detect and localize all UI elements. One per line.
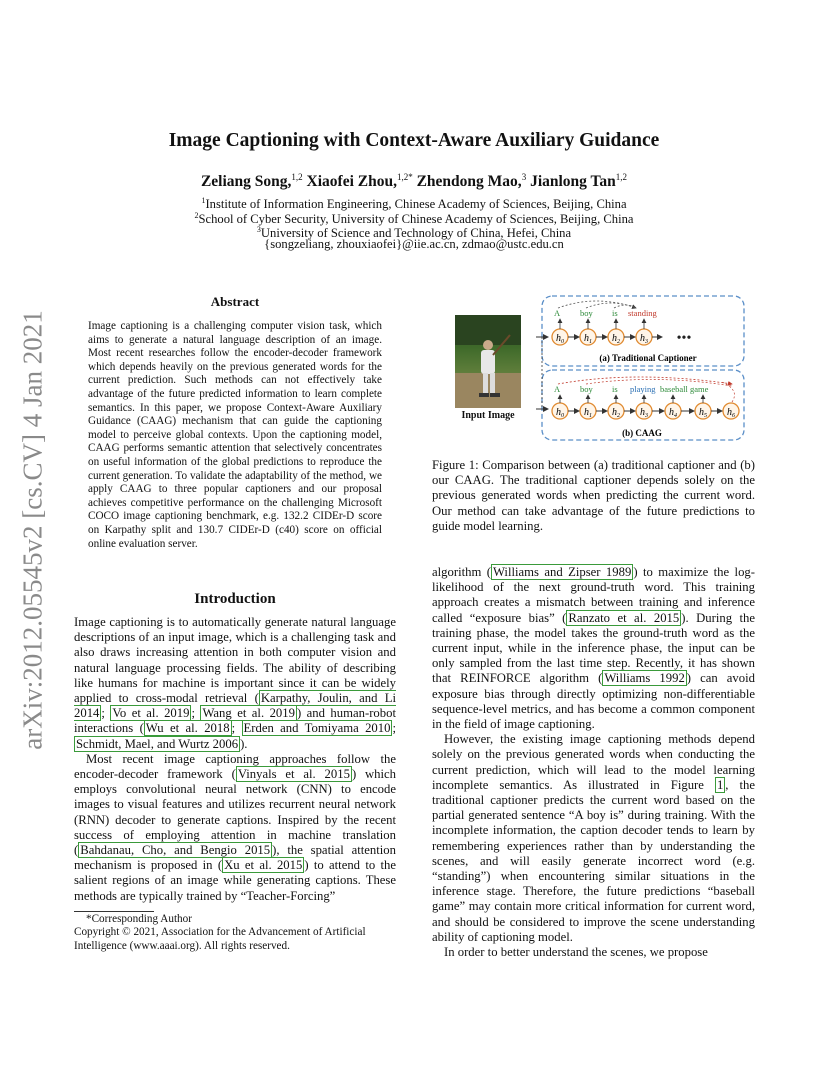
citation-link[interactable]: Williams and Zipser 1989: [492, 565, 632, 579]
caag-label: (b) CAAG: [622, 428, 662, 438]
word: is: [612, 384, 618, 394]
author-name: Zeliang Song,: [200, 173, 292, 191]
svg-text:h0: $h_0$: [556, 333, 564, 345]
right-column-body: [432, 565, 755, 960]
figure-ref-link[interactable]: 1: [716, 777, 724, 792]
word: baseball game: [660, 384, 709, 394]
input-image-label: Input Image: [461, 410, 515, 421]
word: playing: [630, 384, 656, 394]
footnote-rule: [74, 911, 154, 912]
introduction-body: [74, 615, 396, 904]
ellipsis: •••: [676, 331, 692, 346]
svg-text:h2: $h_2$: [612, 407, 620, 419]
baseball-player-photo: [455, 315, 521, 408]
word: A: [554, 384, 561, 394]
footnote-corresponding: *Corresponding Author: [86, 913, 192, 925]
author-list: Zeliang Song,$^{1,2}$ Xiaofei Zhou,$^{1,2*}$ Zhendong Mao,$^3$ Jianlong Tan$^{1,2}$: [200, 172, 628, 191]
svg-text:h1: $h_1$: [584, 333, 592, 345]
author-name: Xiaofei Zhou,: [306, 173, 397, 191]
svg-text:h1: $h_1$: [584, 407, 592, 419]
paragraph: algorithm ( Williams and Zipser 1989 ) to maximize the log-likelihood of the next ground-truth word. This training approach creates a mismatch between training and inference called “exposure bias” ( Ranzato et al. 2015 ). During the training phase, the model takes the ground-truth word as the current input, while in the inference phase, the input can be only sampled from the last time step. Recently, it has shown that REINFORCE algorithm ( Williams 1992 ) can avoid exposure bias through directly optimizing non-differentiable sequence-level metrics, and has become a common component in the field of image captioning.: [432, 565, 756, 732]
paragraph: Image captioning is to automatically generate natural language descriptions of an input image, which is a challenging task and also draws increasing attention in both computer vision and natural language processing fields. The ability of describing like humans for machine is important since it can be widely applied to cross-modal retrieval ( Karpathy, Joulin, and Li 2014 ; Vo et al. 2019 ; Wang et al. 2019 ) and human-robot interactions ( Wu et al. 2018 ; Erden and Tomiyama 2010 ; Schmidt, Mael, and Wurtz 2006 ).: [74, 615, 396, 751]
author-emails: {songzeliang, zhouxiaofei}@iie.ac.cn, zdmao@ustc.edu.cn: [264, 237, 564, 251]
svg-text:h4: $h_4$: [669, 407, 677, 419]
svg-text:h3: $h_3$: [640, 407, 648, 419]
footnote: [74, 913, 404, 953]
traditional-label: (a) Traditional Captioner: [599, 353, 697, 363]
paper-title: Image Captioning with Context-Aware Auxiliary Guidance: [168, 130, 660, 151]
affiliation: $^1$Institute of Information Engineering, Chinese Academy of Sciences, Beijing, China: [201, 196, 627, 212]
svg-text:h6: $h_6$: [727, 407, 735, 419]
author-name: Zhendong Mao,: [416, 173, 522, 191]
word: standing: [628, 308, 657, 318]
affiliation: $^3$University of Science and Technology of China, Hefei, China: [256, 225, 572, 241]
top-row: [552, 301, 697, 363]
paragraph: In order to better understand the scenes, we propose: [444, 945, 708, 960]
abstract-heading: Abstract: [210, 294, 260, 309]
paragraph: Most recent image captioning approaches follow the encoder-decoder framework ( Vinyals et al. 2015 ) which employs convolutional neural network (CNN) to encode images to visual features and utilizes recurrent neural network (RNN) decoder to generate captions. Inspired by the recent success of employing attention in machine translation ( Bahdanau, Cho, and Bengio 2015 ), the spatial attention mechanism is proposed in ( Xu et al. 2015 ) to attend to the salient regions of an image while generating captions. These methods are typically trained by “Teacher-Forcing”: [74, 751, 397, 903]
svg-text:h5: $h_5$: [699, 407, 707, 419]
svg-text:h2: $h_2$: [612, 333, 620, 345]
figure-caption: Figure 1: Comparison between (a) traditional captioner and (b) our CAAG. The traditional captioner depends solely on the previous generated words when predicting the current word. Our method can take advantage of the future predictions to guide model learning.: [432, 458, 755, 533]
svg-text:h0: $h_0$: [556, 407, 564, 419]
word: is: [612, 308, 618, 318]
input-image: [455, 315, 521, 408]
citation-link[interactable]: Karpathy, Joulin, and Li 2014: [74, 691, 396, 721]
arxiv-id: arXiv:2012.05545v2 [cs.CV] 4 Jan 2021: [17, 310, 48, 750]
abstract-text: Image captioning is a challenging computer vision task, which aims to generate a natural language description of an image. Most recent researches follow the encoder-decoder framework which depends heavily on the previous generated words for the current prediction. Such methods can not effectively take advantage of the future predicted information to learn complete semantics. In this paper, we propose Context-Aware Auxiliary Guidance (CAAG) mechanism that can guide the captioning model to perceive global contexts. Upon the captioning model, CAAG performs semantic attention that selectively concentrates on useful information of the global predictions to reproduce the current generation. To validate the adaptability of the method, we apply CAAG to three popular captioners and our proposal achieves competitive performance on the challenging Microsoft COCO image captioning benchmark, e.g. 132.2 CIDEr-D score on Karpathy split and 130.7 CIDEr-D (c40) score on official online evaluation server.: [88, 320, 382, 550]
citation-link[interactable]: Wang et al. 2019: [202, 706, 295, 721]
bottom-row: [552, 377, 739, 438]
citation-link[interactable]: Williams 1992: [604, 671, 685, 686]
citation-link[interactable]: Schmidt, Mael, and Wurtz 2006: [76, 736, 239, 751]
citation-link[interactable]: Vo et al. 2019: [112, 706, 190, 721]
citation-link[interactable]: Vinyals et al. 2015: [237, 767, 350, 782]
citation-link[interactable]: Wu et al. 2018: [145, 721, 230, 736]
author-name: Jianlong Tan: [530, 173, 616, 191]
word: boy: [580, 308, 593, 318]
word: boy: [580, 384, 593, 394]
word: A: [554, 308, 561, 318]
introduction-heading: Introduction: [194, 591, 276, 607]
svg-text:h3: $h_3$: [640, 333, 648, 345]
figure-diagram: [536, 294, 748, 444]
affiliation: $^2$School of Cyber Security, University of Chinese Academy of Sciences, Beijing, China: [194, 211, 634, 227]
paragraph: However, the existing image captioning methods depend solely on the previous generated words when conducting the current prediction, which will lead to the model learning incomplete semantics. As illustrated in Figure 1 , the traditional captioner predicts the current word based on the partial generated sentence “A boy is” during training. With the incomplete information, the caption decoder tends to learn by remembering experiences rather than by understanding the scenes, and will easily generate incorrect word (e.g. “standing”) when encountering similar situations in the inference stage. Therefore, the future predictions “baseball game” may contain more critical information for current word, and should be considered to improve the scene understanding ability of captioning model.: [432, 732, 755, 944]
citation-link[interactable]: Erden and Tomiyama 2010: [243, 721, 391, 736]
arxiv-stamp: [10, 300, 56, 760]
footnote-copyright: Copyright © 2021, Association for the Advancement of Artificial Intelligence (www.aaai.org). All rights reserved.: [74, 926, 366, 952]
citation-link[interactable]: Xu et al. 2015: [224, 858, 303, 873]
citation-link[interactable]: Ranzato et al. 2015: [568, 610, 680, 625]
citation-link[interactable]: Bahdanau, Cho, and Bengio 2015: [80, 843, 271, 858]
